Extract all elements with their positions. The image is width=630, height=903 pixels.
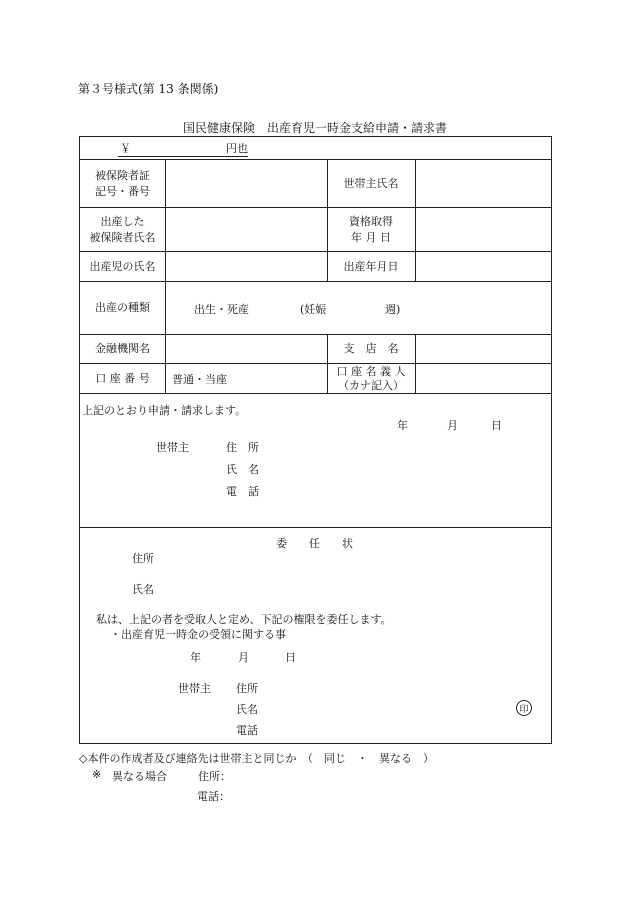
proxy-name-label: 氏名 (132, 583, 154, 596)
application-household-head: 世帯主 (156, 441, 189, 454)
different-case-label: 異なる場合 (112, 770, 167, 783)
amount-line (118, 140, 248, 157)
page-title: 国民健康保険 出産育児一時金支給申請・請求書 (182, 121, 447, 135)
insured-cert-label: 被保険者証 記号・番号 (95, 168, 150, 198)
amount-suffix: 円也 (226, 142, 248, 155)
pregnancy-label: (妊娠 (300, 303, 327, 316)
proxy-day: 日 (285, 651, 296, 664)
birth-type-value: 出生・死産 (194, 303, 249, 316)
qualification-date-label: 資格取得 年 月 日 (349, 214, 393, 244)
application-phone-label: 電 話 (226, 485, 259, 498)
account-number-label: 口 座 番 号 (95, 371, 150, 385)
proxy-household-head: 世帯主 (178, 682, 211, 695)
proxy-month: 月 (238, 651, 249, 664)
account-holder-label: 口 座 名 義 人 （カナ記入） (336, 364, 406, 392)
birth-insured-name-label: 出産した 被保険者氏名 (89, 214, 156, 244)
application-month: 月 (447, 419, 458, 432)
application-name-label: 氏 名 (226, 463, 259, 476)
proxy-address-label: 住所 (132, 552, 154, 565)
form-number: 第３号様式(第 13 条関係) (78, 82, 219, 96)
proxy-item: ・出産育児一時金の受領に関する事 (110, 628, 286, 641)
proxy-head-name-label: 氏名 (236, 703, 258, 716)
application-statement: 上記のとおり申請・請求します。 (82, 404, 247, 417)
proxy-head-phone-label: 電話 (236, 724, 258, 737)
contact-address-label: 住所： (198, 770, 231, 783)
application-address-label: 住 所 (226, 441, 259, 454)
yen-sign: ￥ (120, 142, 131, 155)
application-year: 年 (397, 419, 408, 432)
seal-mark: 印 (516, 700, 532, 716)
birth-type-label: 出産の種類 (95, 301, 150, 314)
proxy-year: 年 (190, 651, 201, 664)
birth-date-label: 出産年月日 (343, 259, 399, 273)
account-type-value: 普通・当座 (172, 373, 227, 386)
contact-question: ◇本件の作成者及び連絡先は世帯主と同じか （ 同じ ・ 異なる ） (79, 752, 434, 765)
application-form (79, 136, 552, 744)
branch-name-label: 支 店 名 (343, 342, 399, 355)
contact-phone-label: 電話： (197, 790, 230, 803)
proxy-head-address-label: 住所 (236, 682, 258, 695)
baby-name-label: 出産児の氏名 (89, 259, 156, 273)
proxy-title: 委 任 状 (276, 537, 353, 550)
weeks-label: 週) (385, 303, 401, 316)
proxy-statement: 私は、上記の者を受取人と定め、下記の権限を委任します。 (96, 613, 392, 626)
household-head-name-label: 世帯主氏名 (343, 176, 399, 190)
note-mark: ※ (92, 768, 102, 781)
bank-name-label: 金融機関名 (95, 342, 150, 355)
application-day: 日 (491, 419, 502, 432)
